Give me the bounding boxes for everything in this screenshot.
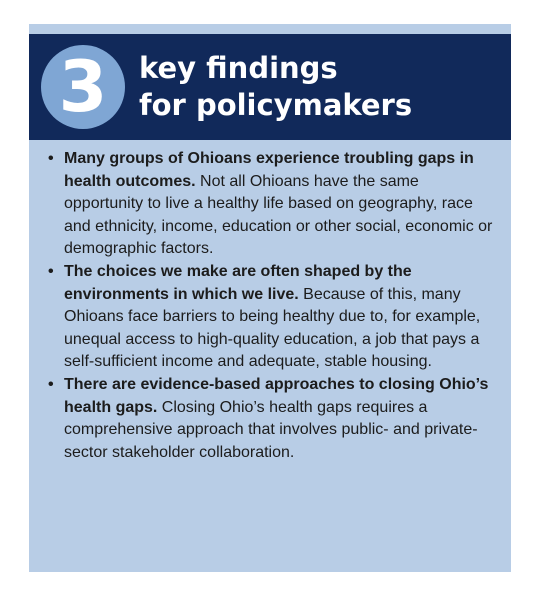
finding-lead: Many groups of Ohioans experience troubling gaps in health outcomes. bbox=[64, 150, 474, 190]
card-title-line-1: key findings bbox=[139, 51, 338, 85]
finding-lead: There are evidence-based approaches to closing Ohio’s health gaps. bbox=[64, 375, 489, 416]
finding-body: Because of this, many Ohioans face barriers to being healthy due to, for example, unequal access to high-quality education, a job that pays a self-sufficient income and adequate, stable housing. bbox=[64, 285, 481, 371]
key-findings-card bbox=[29, 24, 511, 572]
card-title bbox=[139, 50, 412, 124]
bullet-icon: • bbox=[48, 262, 54, 280]
number-badge bbox=[41, 45, 125, 129]
number-badge-digit: 3 bbox=[58, 46, 108, 128]
card-header bbox=[29, 34, 511, 140]
card-title-line-2: for policymakers bbox=[139, 88, 413, 122]
bullet-icon: • bbox=[48, 375, 54, 393]
finding-body: Not all Ohioans have the same opportunity to live a healthy life based on geography, race and ethnicity, income, education or other social, economic or demographic factors. bbox=[64, 172, 493, 258]
finding-item bbox=[45, 261, 500, 374]
finding-item bbox=[45, 148, 500, 261]
finding-lead: The choices we make are often shaped by the environments in which we live. bbox=[64, 262, 412, 303]
bullet-icon: • bbox=[48, 150, 54, 167]
finding-body: Closing Ohio’s health gaps requires a comprehensive approach that involves public- and private-sector stakeholder collaboration. bbox=[64, 398, 478, 461]
findings-list bbox=[45, 148, 500, 464]
finding-item bbox=[45, 374, 500, 464]
